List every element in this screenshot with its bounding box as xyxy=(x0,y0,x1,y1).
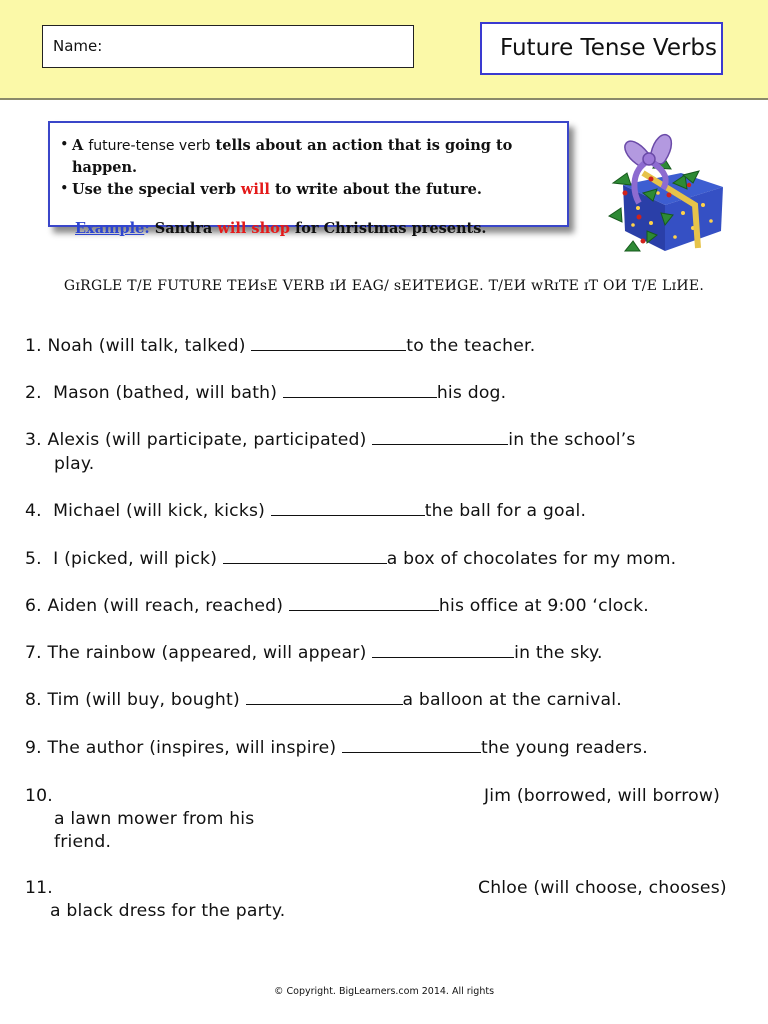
gift-icon xyxy=(603,113,738,253)
question-10-line: a lawn mower from his xyxy=(54,809,255,829)
question-2: 2. Mason (bathed, will bath) his dog. xyxy=(25,383,507,403)
question-10-text: Jim (borrowed, will borrow) xyxy=(484,786,721,806)
question-11-text: Chloe (will choose, chooses) xyxy=(478,878,727,898)
copyright-text: © Copyright. BigLearners.com 2014. All rights xyxy=(273,986,495,997)
question-9: 9. The author (inspires, will inspire) the young readers. xyxy=(25,738,648,758)
question-3-cont: play. xyxy=(54,454,95,474)
question-10-cont: friend. xyxy=(54,832,112,852)
name-field[interactable] xyxy=(42,25,414,68)
info-bullet-1: • A future-tense verb tells about an action that is going to happen. xyxy=(60,137,513,176)
question-8: 8. Tim (will buy, bought) a balloon at the carnival. xyxy=(25,690,622,710)
answer-blank-5[interactable] xyxy=(223,549,387,564)
answer-blank-1[interactable] xyxy=(251,336,406,351)
instructions: GɪRGLE T/E FUTURE TEИsE VERB ɪИ EAG/ sEИTEИGE. T/EИ wRɪTE ɪT OИ T/E LɪИE. xyxy=(63,278,705,294)
question-11-number: 11. xyxy=(25,878,53,898)
answer-blank-3[interactable] xyxy=(372,430,508,445)
will-keyword: will xyxy=(240,181,270,198)
question-10-number: 10. xyxy=(25,786,53,806)
answer-blank-4[interactable] xyxy=(271,501,425,516)
answer-blank-6[interactable] xyxy=(289,596,439,611)
question-5: 5. I (picked, will pick) a box of chocolates for my mom. xyxy=(25,549,677,569)
answer-blank-8[interactable] xyxy=(246,690,403,705)
header-band xyxy=(0,0,768,100)
example-sentence: Example: Sandra will shop for Christmas presents. xyxy=(75,220,487,237)
answer-blank-2[interactable] xyxy=(283,383,437,398)
question-1: 1. Noah (will talk, talked) to the teacher. xyxy=(25,336,536,356)
question-7: 7. The rainbow (appeared, will appear) in the sky. xyxy=(25,643,603,663)
question-6: 6. Aiden (will reach, reached) his office at 9:00 ‘clock. xyxy=(25,596,649,616)
name-label: Name: xyxy=(53,37,103,55)
answer-blank-7[interactable] xyxy=(372,643,514,658)
question-3: 3. Alexis (will participate, participated) in the school’s xyxy=(25,430,636,450)
worksheet-title xyxy=(480,22,723,75)
info-bullet-2: • Use the special verb will to write about the future. xyxy=(60,181,482,198)
answer-blank-9[interactable] xyxy=(342,738,481,753)
question-11-line: a black dress for the party. xyxy=(50,901,286,921)
info-box xyxy=(48,121,569,237)
term-future-tense-verb: future-tense verb xyxy=(88,138,211,154)
example-label: Example xyxy=(75,220,145,237)
title-text: Future Tense Verbs xyxy=(500,35,718,61)
question-4: 4. Michael (will kick, kicks) the ball for a goal. xyxy=(25,501,587,521)
